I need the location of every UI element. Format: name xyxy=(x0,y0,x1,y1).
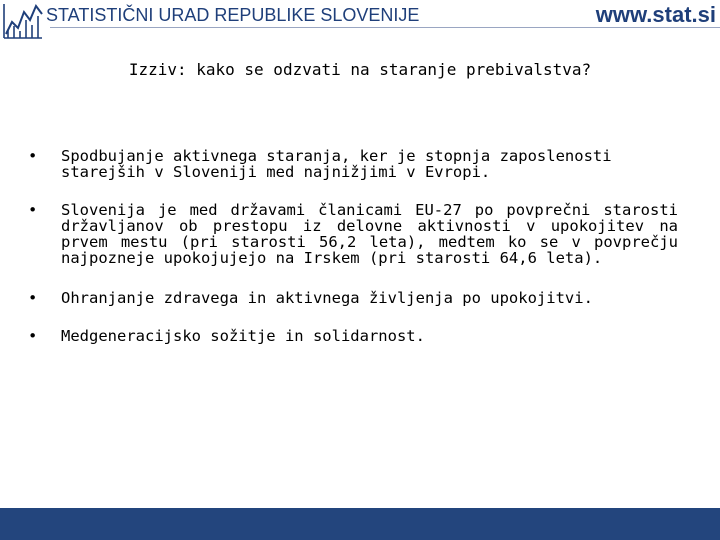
bullet-text: Spodbujanje aktivnega staranja, ker je stopnja zaposlenosti starejših v Sloveniji med najnižjimi v Evropi. xyxy=(61,147,612,181)
list-item xyxy=(28,290,678,306)
bullet-marker: • xyxy=(28,289,38,307)
header xyxy=(0,0,720,44)
footer-bar xyxy=(0,508,720,540)
bullet-marker: • xyxy=(28,147,38,165)
organization-name: STATISTIČNI URAD REPUBLIKE SLOVENIJE xyxy=(46,5,420,25)
statistics-chart-logo-icon xyxy=(2,0,44,40)
bullet-text: Medgeneracijsko sožitje in solidarnost. xyxy=(61,327,425,345)
list-item xyxy=(28,202,678,266)
list-item xyxy=(28,328,678,344)
bullet-marker: • xyxy=(28,327,38,345)
bullet-text: Slovenija je med državami članicami EU-27 po povprečni starosti državljanov ob prestopu iz delovne aktivnosti v upokojitev na prvem mestu (pri starosti 56,2 leta), medtem ko se v povprečju najpozneje upokojujejo na Irskem (pri starosti 64,6 leta). xyxy=(61,201,678,267)
bullet-marker: • xyxy=(28,201,38,219)
list-item xyxy=(28,148,678,180)
slide-title: Izziv: kako se odzvati na staranje prebivalstva? xyxy=(128,60,592,79)
website-link[interactable]: www.stat.si xyxy=(595,2,716,27)
bullet-list xyxy=(28,148,678,344)
bullet-text: Ohranjanje zdravega in aktivnega življenja po upokojitvi. xyxy=(61,289,593,307)
